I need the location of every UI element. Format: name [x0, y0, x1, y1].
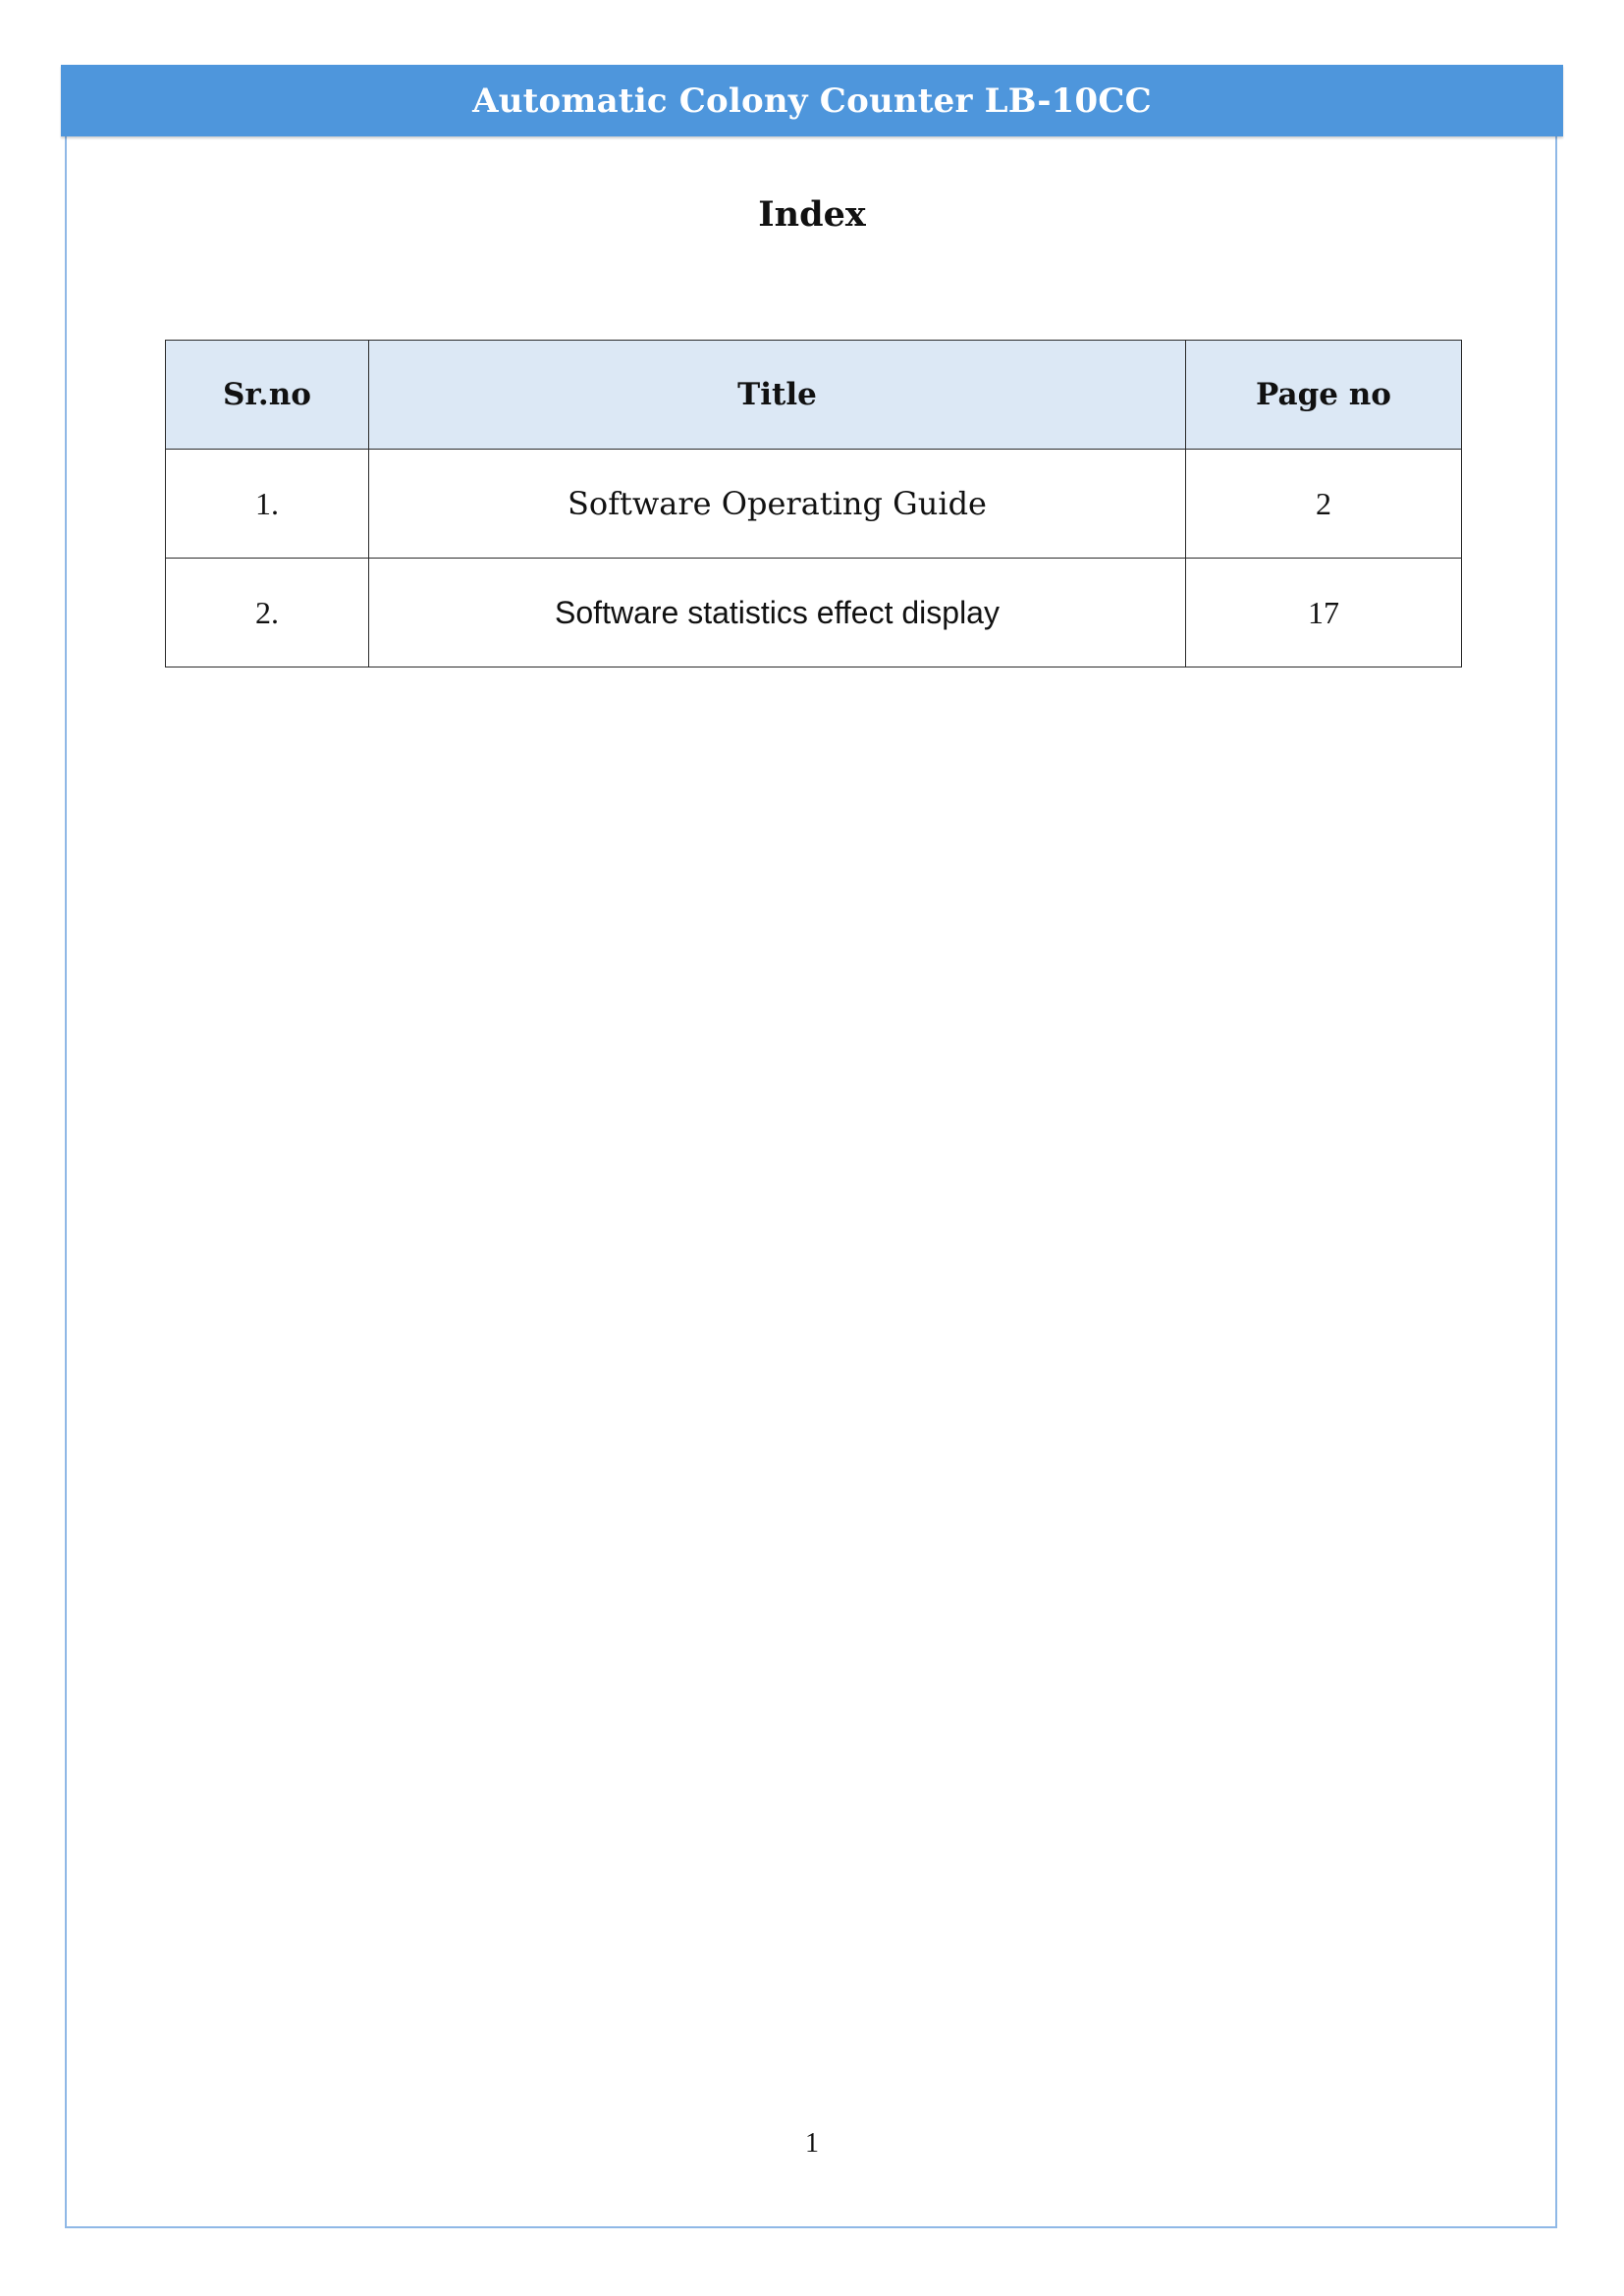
column-header-srno: Sr.no	[166, 341, 369, 450]
index-heading: Index	[758, 194, 866, 235]
header-bar	[61, 65, 1563, 136]
row-srno: 2.	[166, 559, 369, 667]
table-header-row	[166, 341, 1462, 450]
row-page-no: 2	[1186, 450, 1462, 559]
column-header-title: Title	[369, 341, 1186, 450]
column-header-page-no: Page no	[1186, 341, 1462, 450]
row-title: Software Operating Guide	[369, 450, 1186, 559]
row-srno: 1.	[166, 450, 369, 559]
table-row	[166, 450, 1462, 559]
page-number: 1	[805, 2128, 819, 2159]
document-title: Automatic Colony Counter LB-10CC	[472, 80, 1152, 121]
row-title: Software statistics effect display	[369, 559, 1186, 667]
row-page-no: 17	[1186, 559, 1462, 667]
table-row	[166, 559, 1462, 667]
index-table	[165, 340, 1462, 667]
